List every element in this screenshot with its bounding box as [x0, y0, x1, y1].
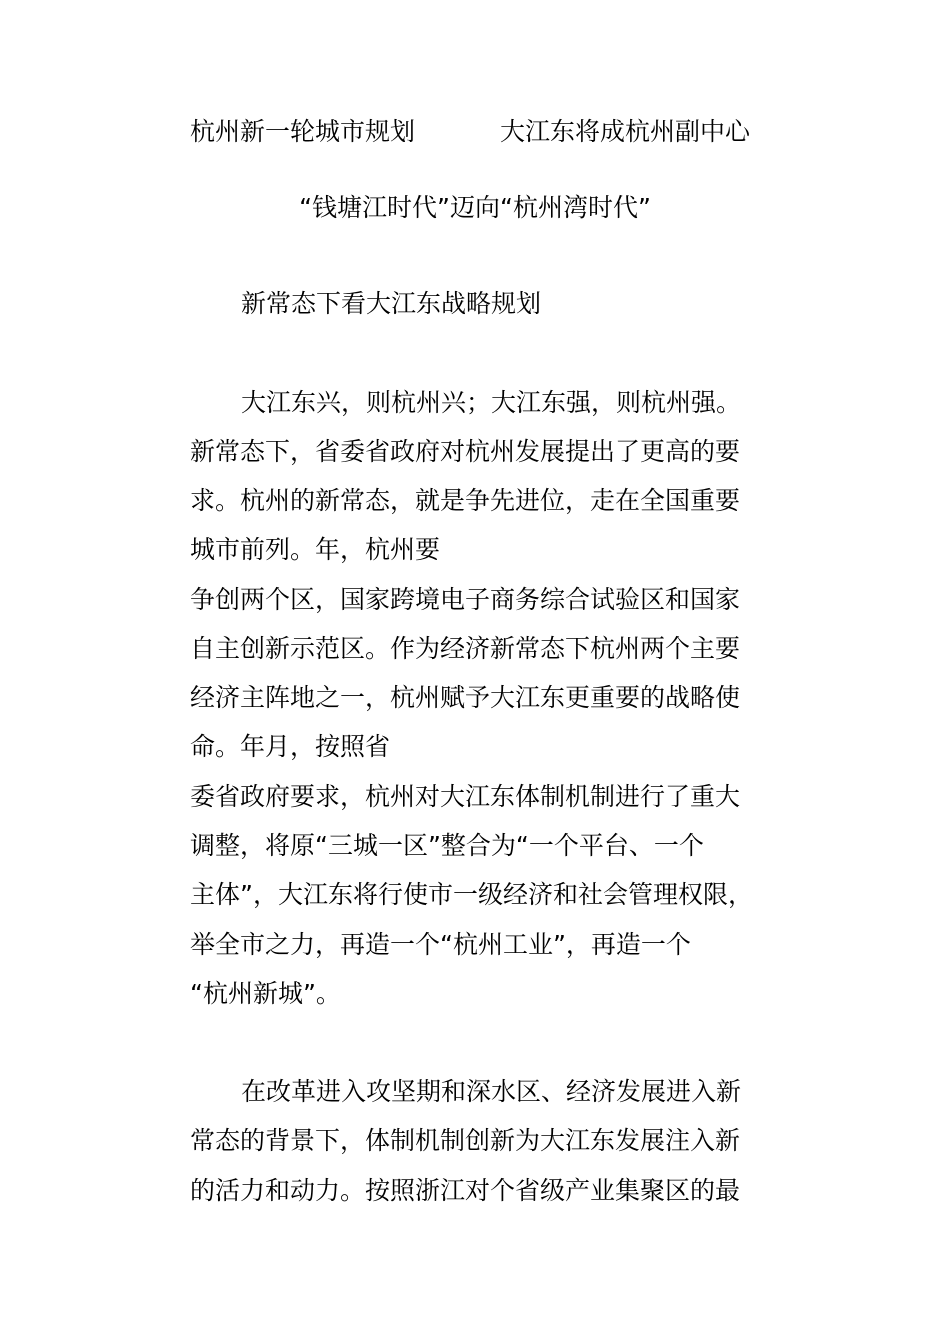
paragraph1-line: 争创两个区，国家跨境电子商务综合试验区和国家	[190, 585, 741, 614]
paragraph2-line: 常态的背景下，体制机制创新为大江东发展注入新	[190, 1126, 741, 1155]
paragraph1-line: 新常态下，省委省政府对杭州发展提出了更高的要	[190, 437, 741, 466]
paragraph1-line: 举全市之力，再造一个“杭州工业”，再造一个	[190, 930, 691, 959]
paragraph1-line: 城市前列。年，杭州要	[190, 535, 441, 564]
subtitle: “钱塘江时代”迈向“杭州湾时代”	[299, 193, 651, 222]
title-left: 杭州新一轮城市规划	[190, 117, 416, 146]
paragraph1-line: “杭州新城”。	[190, 979, 341, 1008]
paragraph1-line: 主体”，大江东将行使市一级经济和社会管理权限，	[190, 880, 753, 909]
section-heading: 新常态下看大江东战略规划	[241, 289, 542, 318]
paragraph1-line: 委省政府要求，杭州对大江东体制机制进行了重大	[190, 782, 741, 811]
paragraph1-line: 调整，将原“三城一区”整合为“一个平台、一个	[190, 831, 704, 860]
paragraph1-line: 经济主阵地之一，杭州赋予大江东更重要的战略使	[190, 683, 741, 712]
paragraph1-line: 命。年月，按照省	[190, 732, 391, 761]
paragraph1-line: 求。杭州的新常态，就是争先进位，走在全国重要	[190, 486, 741, 515]
paragraph2-line: 的活力和动力。按照浙江对个省级产业集聚区的最	[190, 1176, 741, 1205]
paragraph1-line: 大江东兴，则杭州兴；大江东强，则杭州强。	[241, 388, 742, 417]
title-right: 大江东将成杭州副中心	[500, 117, 751, 146]
paragraph1-line: 自主创新示范区。作为经济新常态下杭州两个主要	[190, 634, 741, 663]
paragraph2-line: 在改革进入攻坚期和深水区、经济发展进入新	[241, 1077, 742, 1106]
